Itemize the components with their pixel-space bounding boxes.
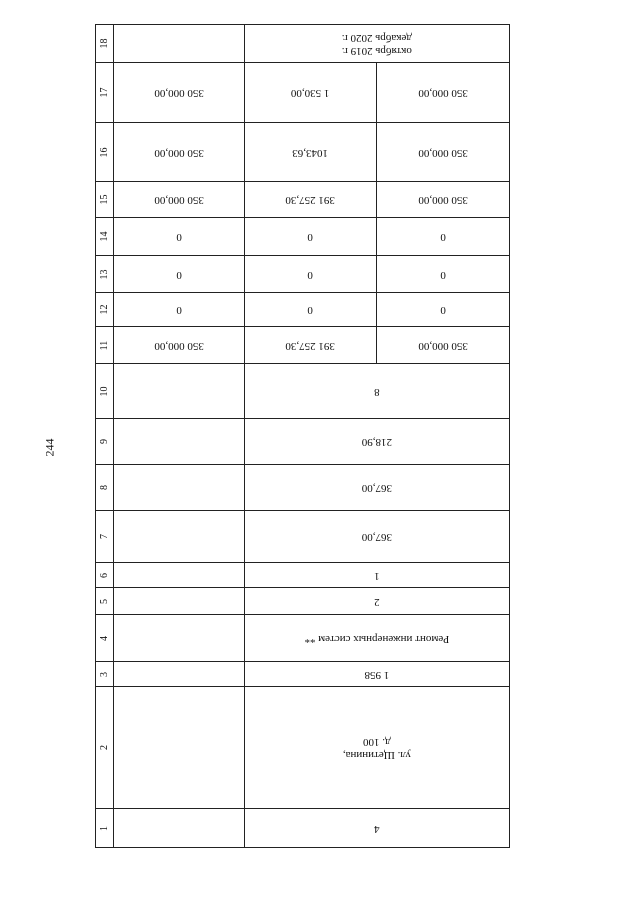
cell-value: 350 000,00 [418, 87, 468, 99]
row-number-cell [96, 588, 114, 615]
cell-value: 1043,63 [292, 146, 329, 159]
row-number-cell [96, 419, 114, 465]
table-cell [114, 182, 245, 218]
table-row [96, 327, 510, 364]
table-cell [376, 63, 509, 123]
table-cell [114, 588, 245, 615]
table-cell [114, 809, 245, 848]
row-number-cell [96, 25, 114, 63]
table-row [96, 293, 510, 327]
table-cell [114, 25, 245, 63]
cell-value: 2 [374, 595, 380, 608]
cell-value: 391 257,30 [285, 339, 336, 352]
row-number: 10 [99, 386, 111, 396]
table-cell [114, 615, 245, 662]
cell-value: 0 [307, 304, 314, 316]
row-number: 2 [99, 745, 111, 750]
table-cell [245, 364, 510, 419]
table-cell [245, 182, 376, 218]
table-cell [114, 327, 245, 364]
row-number: 7 [99, 534, 111, 539]
cell-value: 350 000,00 [154, 87, 204, 99]
cell-value: 0 [307, 268, 314, 281]
table-cell [114, 123, 245, 182]
table-row [96, 63, 510, 123]
table-row [96, 419, 510, 465]
cell-value: 218,90 [362, 436, 393, 448]
cell-value: 0 [440, 304, 446, 316]
table-cell [245, 123, 376, 182]
row-number-cell [96, 123, 114, 182]
table-row [96, 511, 510, 563]
row-number-cell [96, 182, 114, 218]
cell-value: 350 000,00 [154, 339, 204, 352]
cell-value: 8 [374, 385, 380, 398]
table-cell [245, 419, 510, 465]
table-cell [245, 327, 376, 364]
cell-value: 350 000,00 [418, 146, 468, 159]
table-row [96, 687, 510, 809]
table-cell [245, 293, 376, 327]
cell-value: 350 000,00 [154, 194, 204, 206]
row-number: 5 [99, 598, 111, 604]
table-row [96, 364, 510, 419]
row-number-cell [96, 63, 114, 123]
cell-value: 1 958 [364, 668, 390, 681]
table-row [96, 465, 510, 511]
table-cell [376, 182, 509, 218]
cell-value: 367,00 [362, 531, 393, 543]
row-number: 4 [99, 635, 111, 641]
row-number: 12 [99, 304, 111, 315]
table-row [96, 809, 510, 848]
row-number: 17 [99, 87, 111, 98]
table-cell [114, 63, 245, 123]
table-cell [245, 615, 510, 662]
table-cell [114, 563, 245, 588]
table-cell [114, 511, 245, 563]
cell-value: 1 530,00 [291, 87, 330, 99]
cell-value: 1 [374, 569, 380, 582]
table-cell [114, 256, 245, 293]
table-cell [114, 293, 245, 327]
row-number: 9 [99, 439, 111, 444]
cell-value: Ремонт инженерных систем ** [304, 632, 450, 645]
row-number: 6 [99, 572, 111, 578]
table-row [96, 123, 510, 182]
table-cell [245, 563, 510, 588]
table-cell [245, 687, 510, 809]
table-cell [114, 419, 245, 465]
cell-value: 0 [176, 268, 182, 281]
table-cell [114, 218, 245, 256]
table-cell [245, 588, 510, 615]
table-row [96, 662, 510, 687]
row-number: 18 [99, 38, 111, 49]
table-row [96, 563, 510, 588]
cell-value: 0 [176, 304, 182, 316]
table-row [96, 218, 510, 256]
cell-value: 350 000,00 [154, 146, 204, 159]
cell-value: 350 000,00 [418, 194, 468, 206]
row-number: 15 [99, 194, 111, 205]
cell-value: ул. Щетинина, д. 100 [343, 735, 412, 761]
table-cell [245, 662, 510, 687]
table-cell [245, 465, 510, 511]
table-row [96, 615, 510, 662]
row-number: 13 [99, 269, 111, 279]
row-number-cell [96, 511, 114, 563]
row-number-cell [96, 662, 114, 687]
table-cell [245, 256, 376, 293]
row-number-cell [96, 293, 114, 327]
cell-value: 0 [440, 231, 446, 243]
row-number: 14 [99, 231, 111, 242]
table-row [96, 588, 510, 615]
row-number-cell [96, 615, 114, 662]
cell-value: 0 [440, 268, 446, 281]
table-cell [245, 25, 510, 63]
row-number-cell [96, 465, 114, 511]
table-cell [114, 662, 245, 687]
data-table [95, 24, 510, 848]
table-cell [376, 327, 509, 364]
table-cell [114, 364, 245, 419]
cell-value: 0 [176, 231, 182, 243]
cell-value: 391 257,30 [285, 194, 336, 206]
cell-value: 0 [307, 231, 314, 243]
row-number-cell [96, 327, 114, 364]
row-number-cell [96, 563, 114, 588]
cell-value: 4 [374, 822, 380, 835]
page-number: 244 [42, 438, 57, 457]
row-number-cell [96, 364, 114, 419]
cell-value: 367,00 [362, 482, 393, 494]
row-number-cell [96, 687, 114, 809]
row-number: 3 [99, 671, 111, 677]
table-cell [245, 218, 376, 256]
table-cell [245, 511, 510, 563]
table-cell [114, 687, 245, 809]
table-row [96, 25, 510, 63]
row-number-cell [96, 809, 114, 848]
row-number-cell [96, 256, 114, 293]
cell-value: октябрь 2019 г. декабрь 2020 г. [342, 31, 413, 57]
table-cell [245, 63, 376, 123]
row-number: 11 [99, 340, 111, 350]
table-row [96, 256, 510, 293]
table-row [96, 182, 510, 218]
cell-value: 350 000,00 [418, 339, 468, 352]
table-cell [376, 256, 509, 293]
table-cell [376, 123, 509, 182]
table-cell [376, 293, 509, 327]
row-number: 8 [99, 485, 111, 490]
table-cell [114, 465, 245, 511]
table-cell [376, 218, 509, 256]
row-number-cell [96, 218, 114, 256]
table-cell [245, 809, 510, 848]
row-number: 16 [99, 147, 111, 157]
row-number: 1 [99, 825, 111, 831]
